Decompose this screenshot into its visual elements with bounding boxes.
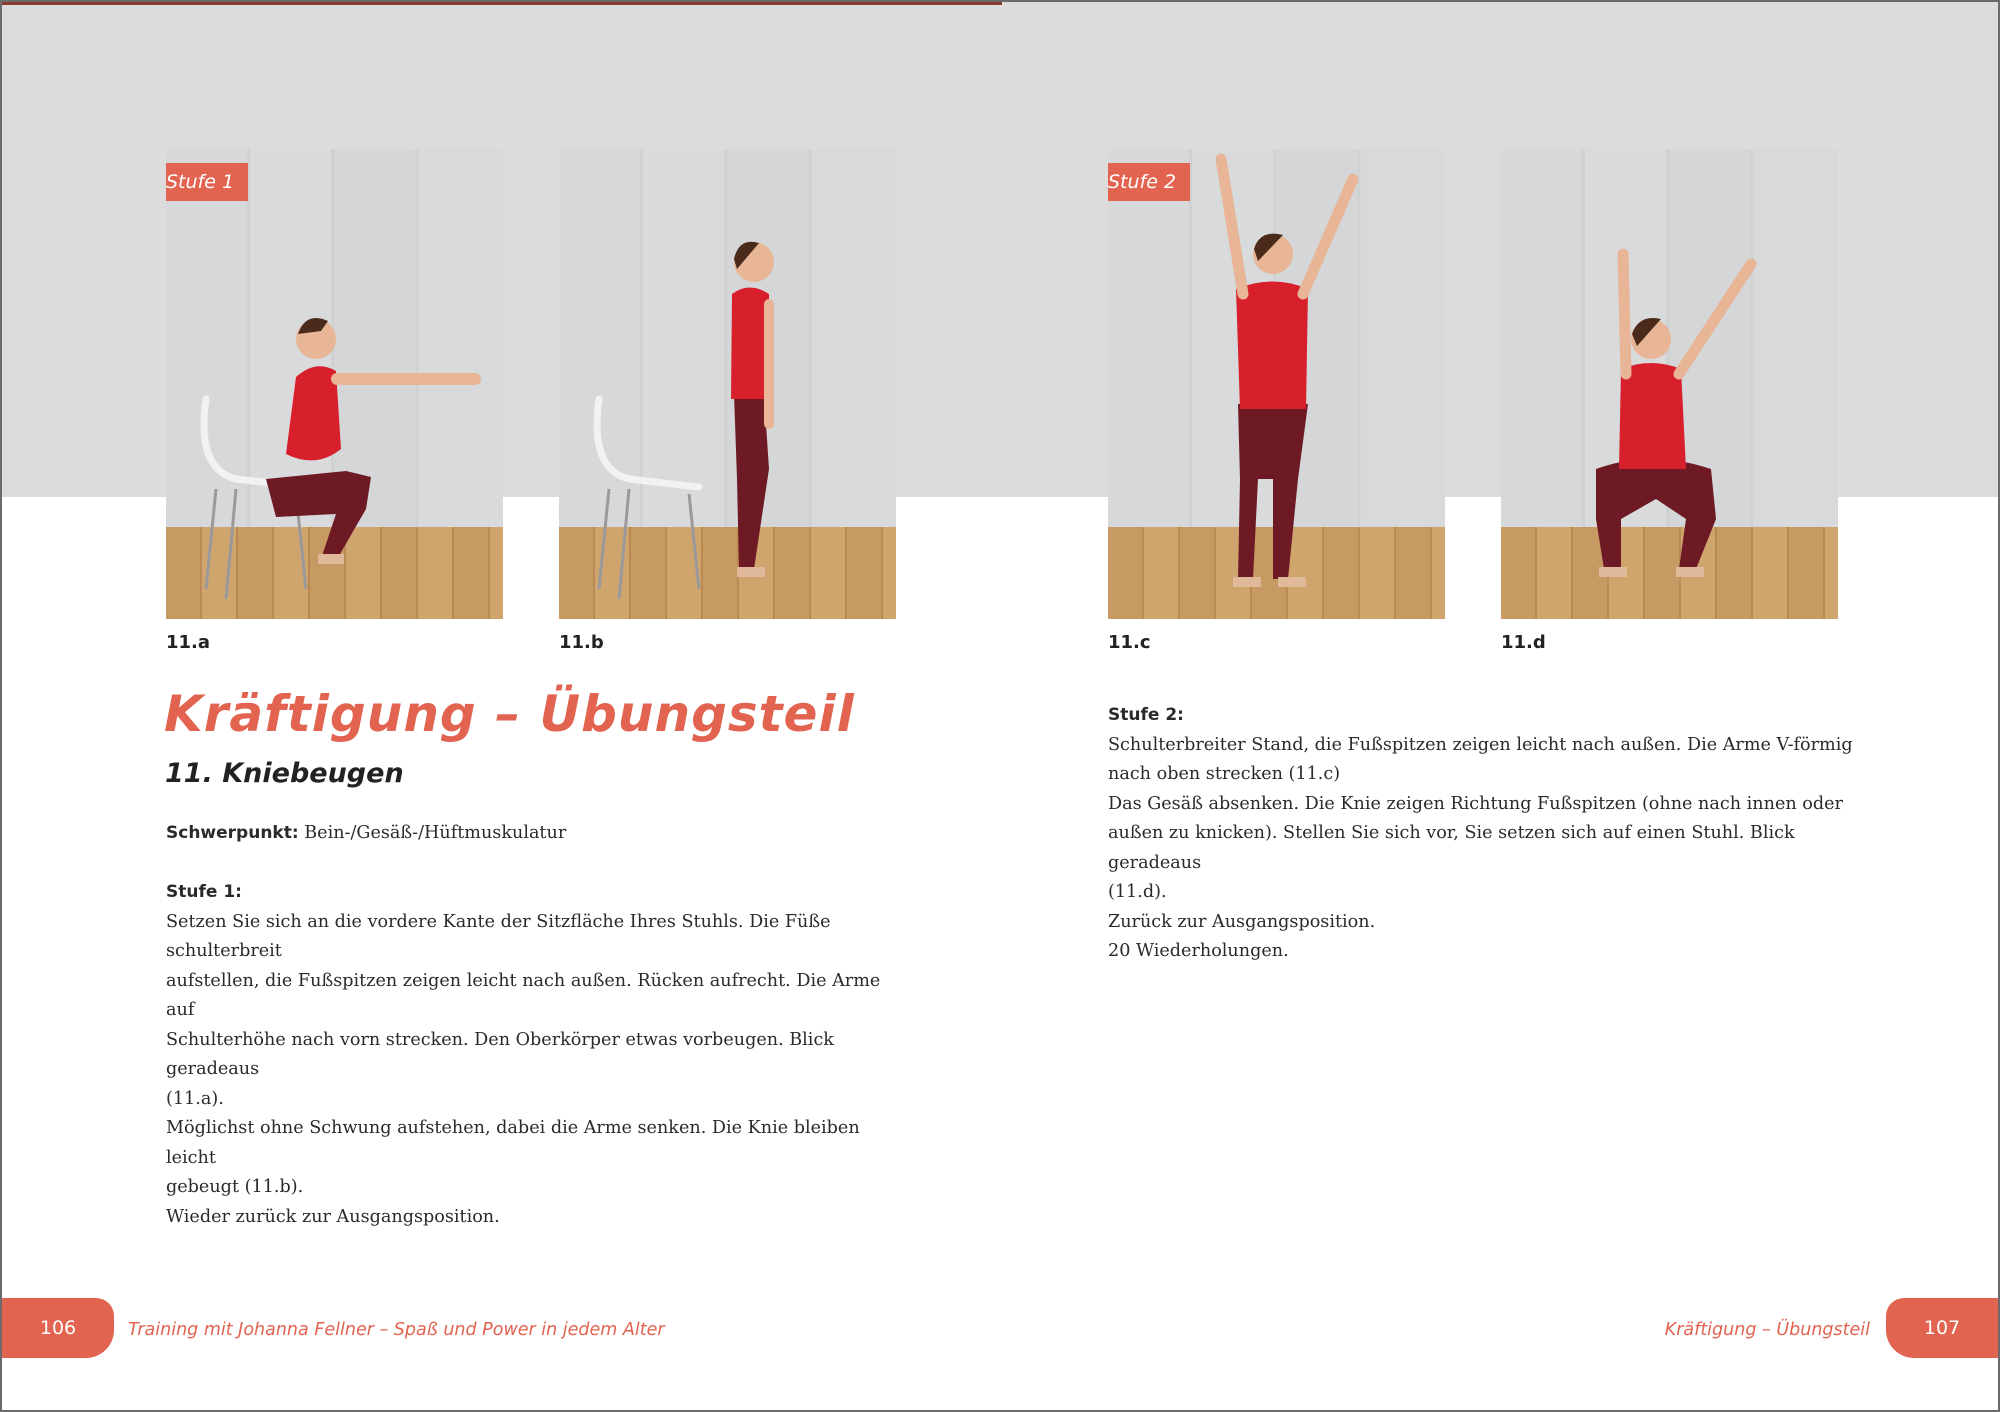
- stage2-line: nach oben strecken (11.c): [1108, 764, 1341, 784]
- stage1-line: Setzen Sie sich an die vordere Kante der Sitzfläche Ihres Stuhls. Die Füße schulterbreit: [166, 911, 831, 961]
- figure-squat-arms-v: [1501, 149, 1838, 619]
- stage-badge: Stufe 1: [166, 163, 248, 201]
- figure-arms-v: [1108, 149, 1445, 619]
- right-body-text: [1108, 701, 1868, 967]
- stage2-label: Stufe 2:: [1108, 705, 1184, 725]
- stage1-line: (11.a).: [166, 1088, 224, 1109]
- photo-11d: [1501, 149, 1838, 619]
- running-title-right: Kräftigung – Übungsteil: [1664, 1320, 1870, 1340]
- figure-seated-arms-forward: [166, 149, 503, 619]
- stage1-line: Wieder zurück zur Ausgangsposition.: [166, 1206, 500, 1227]
- section-heading: Kräftigung – Übungsteil: [164, 685, 855, 743]
- paragraph-gap: [166, 849, 906, 879]
- stage1-line: aufstellen, die Fußspitzen zeigen leicht nach außen. Rücken aufrecht. Die Arme auf: [166, 970, 881, 1020]
- stage2-line: 20 Wiederholungen.: [1108, 941, 1289, 961]
- stage1-label: Stufe 1:: [166, 882, 242, 902]
- figure-standing: [559, 149, 896, 619]
- focus-label: Schwerpunkt:: [166, 823, 299, 843]
- photo-caption: 11.b: [559, 632, 604, 653]
- photo-11c: [1108, 149, 1445, 619]
- focus-line: [166, 819, 906, 849]
- top-rule: [2, 2, 1002, 5]
- photo-11a: [166, 149, 503, 619]
- stage2-line: Zurück zur Ausgangsposition.: [1108, 911, 1376, 932]
- stage2-line: Schulterbreiter Stand, die Fußspitzen zeigen leicht nach außen. Die Arme V-förmig: [1108, 734, 1853, 755]
- focus-value: Bein-/Gesäß-/Hüftmuskulatur: [298, 823, 567, 843]
- photo-caption: 11.d: [1501, 632, 1546, 653]
- photo-11b: [559, 149, 896, 619]
- stage-badge: Stufe 2: [1108, 163, 1190, 201]
- stage2-line: außen zu knicken). Stellen Sie sich vor, Sie setzen sich auf einen Stuhl. Blick geradeaus: [1108, 823, 1795, 873]
- page-number-left: 106: [2, 1298, 114, 1358]
- stage2-line: Das Gesäß absenken. Die Knie zeigen Richtung Fußspitzen (ohne nach innen oder: [1108, 793, 1843, 814]
- running-title-left: Training mit Johanna Fellner – Spaß und Power in jedem Alter: [128, 1320, 665, 1340]
- exercise-title: 11. Kniebeugen: [165, 758, 404, 789]
- photo-caption: 11.a: [166, 632, 211, 653]
- stage2-line: (11.d).: [1108, 882, 1167, 902]
- stage1-line: Möglichst ohne Schwung aufstehen, dabei die Arme senken. Die Knie bleiben leicht: [166, 1118, 860, 1168]
- photo-caption: 11.c: [1108, 632, 1151, 653]
- stage1-line: gebeugt (11.b).: [166, 1177, 304, 1197]
- left-body-text: [166, 819, 906, 1232]
- stage1-line: Schulterhöhe nach vorn strecken. Den Oberkörper etwas vorbeugen. Blick geradeaus: [166, 1029, 834, 1079]
- page-number-right: 107: [1886, 1298, 1998, 1358]
